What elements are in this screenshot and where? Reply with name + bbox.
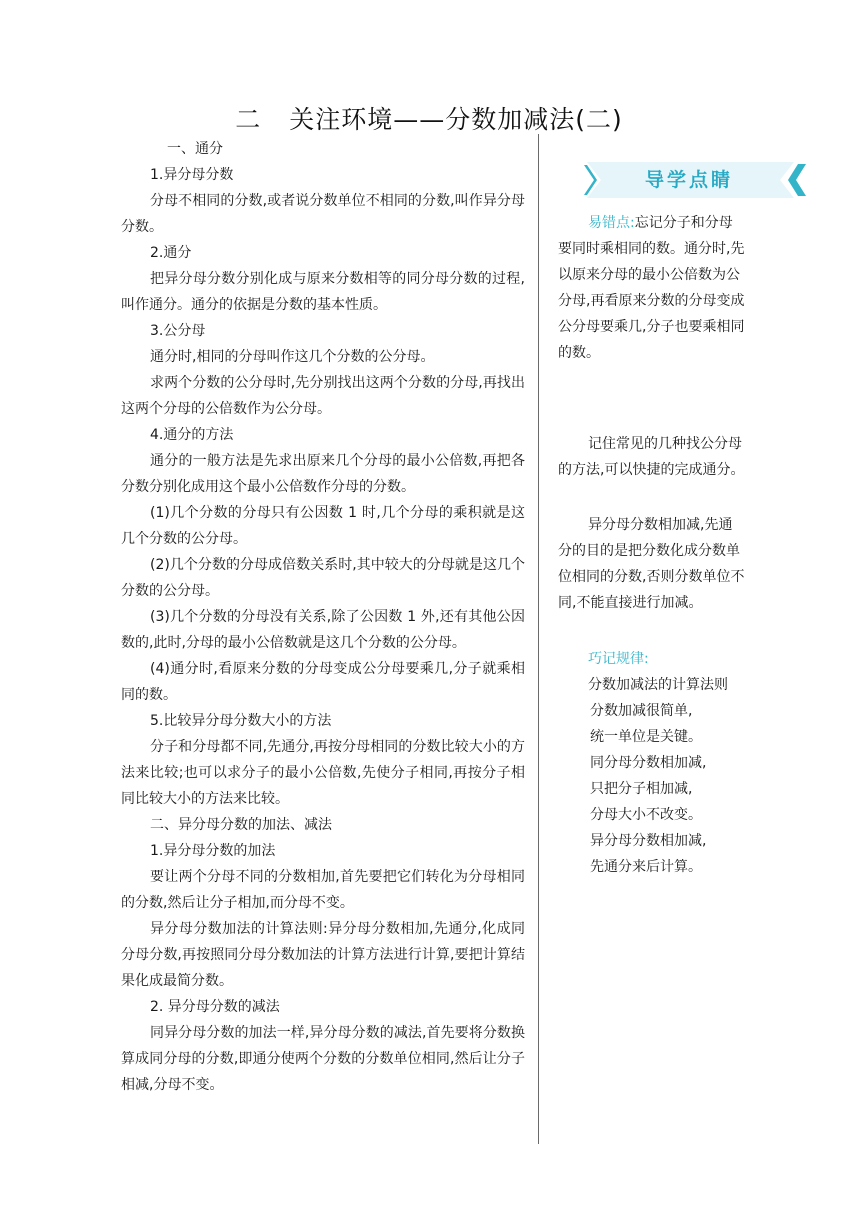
rhyme-line: 分数加减很简单, [590,703,693,719]
note-rule: 分数加减法的计算法则 [588,677,728,693]
sidebar [558,162,746,880]
page-title [0,100,858,136]
section-heading-1: 一、通分 [167,141,223,157]
subheading: 2.通分 [150,245,192,261]
subheading: 2. 异分母分数的减法 [150,999,280,1015]
paragraph: 分子和分母都不同,先通分,再按分母相同的分数比较大小的方法来比较;也可以求分子的最小公倍数,先使分子相同,再按分子相同比较大小的方法来比较。 [121,739,525,807]
subheading: 5.比较异分母分数大小的方法 [150,713,332,729]
section-heading-2: 二、异分母分数的加法、减法 [150,817,332,833]
paragraph: 同异分母分数的加法一样,异分母分数的减法,首先要将分数换算成同分母的分数,即通分使两个分数的分数单位相同,然后让分子相减,分母不变。 [121,1025,525,1093]
rhyme-line: 分母大小不改变。 [590,807,702,823]
note-text: 忘记分子和分母要同时乘相同的数。通分时,先以原来分母的最小公倍数为公分母,再看原来分数的分母变成公分母要乘几,分子也要乘相同的数。 [558,215,745,361]
paragraph: 要让两个分母不同的分数相加,首先要把它们转化为分母相同的分数,然后让分子相加,而分母不变。 [121,869,525,911]
rhyme-line: 先通分来后计算。 [590,859,702,875]
list-item: (3)几个分数的分母没有关系,除了公因数 1 外,还有其他公因数的,此时,分母的最小公倍数就是这几个分数的公分母。 [121,609,525,651]
chapter-title: 关注环境——分数加减法(二) [289,105,623,134]
subheading: 1.异分母分数的加法 [150,843,276,859]
subheading: 3.公分母 [150,323,206,339]
paragraph: 把异分母分数分别化成与原来分数相等的同分母分数的过程,叫作通分。通分的依据是分数的基本性质。 [121,271,525,313]
note-add-subtract: 异分母分数相加减,先通分的目的是把分数化成分数单位相同的分数,否则分数单位不同,不能直接进行加减。 [558,517,745,611]
paragraph: 通分时,相同的分母叫作这几个分数的公分母。 [150,349,435,365]
rhyme-line: 只把分子相加减, [590,781,693,797]
note-label: 易错点: [588,215,635,231]
chapter-number: 二 [235,105,262,134]
paragraph: 通分的一般方法是先求出原来几个分母的最小公倍数,再把各分数分别化成用这个最小公倍数作分母的分数。 [121,453,525,495]
rhyme-line: 异分母分数相加减, [590,833,707,849]
subheading: 4.通分的方法 [150,427,234,443]
subheading: 1.异分母分数 [150,167,234,183]
rhyme-line: 统一单位是关键。 [590,729,702,745]
paragraph: 异分母分数加法的计算法则:异分母分数相加,先通分,化成同分母分数,再按照同分母分数加法的计算方法进行计算,要把计算结果化成最简分数。 [121,921,525,989]
list-item: (1)几个分数的分母只有公因数 1 时,几个分母的乘积就是这几个分数的公分母。 [121,505,525,547]
list-item: (4)通分时,看原来分数的分母变成公分母要乘几,分子就乘相同的数。 [121,661,525,703]
note-label-rule: 巧记规律: [588,651,649,667]
column-divider [538,134,539,1144]
main-column [121,136,525,1098]
rhyme [558,698,746,880]
sidebar-banner [584,162,814,198]
note-mistake [558,210,746,366]
list-item: (2)几个分数的分母成倍数关系时,其中较大的分母就是这几个分数的公分母。 [121,557,525,599]
rhyme-line: 同分母分数相加减, [590,755,707,771]
paragraph: 求两个分数的公分母时,先分别找出这两个分数的分母,再找出这两个分母的公倍数作为公分母。 [121,375,525,417]
paragraph: 分母不相同的分数,或者说分数单位不相同的分数,叫作异分母分数。 [121,193,525,235]
note-common-denominator: 记住常见的几种找公分母的方法,可以快捷的完成通分。 [558,436,745,478]
banner-title: 导学点睛 [644,169,733,191]
